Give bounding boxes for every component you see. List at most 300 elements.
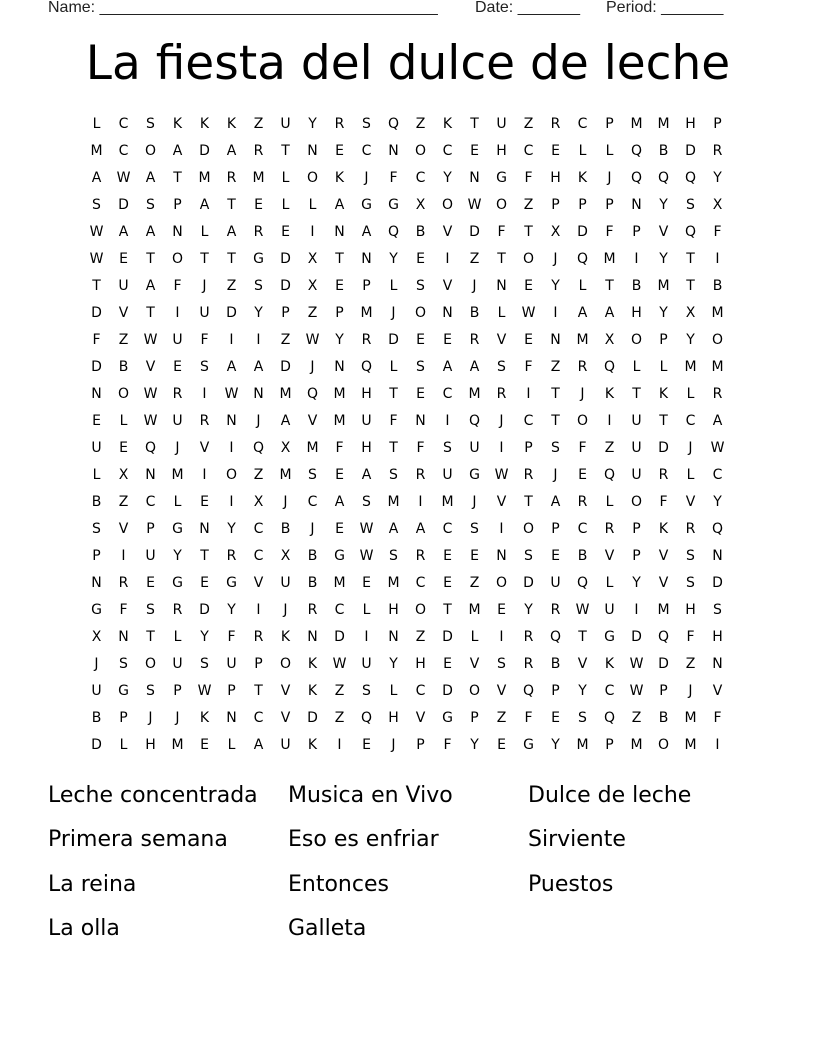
grid-letter: M [468,602,481,618]
word-bank-item: La olla [48,915,120,941]
grid-letter: M [657,278,670,294]
grid-letter: E [362,737,371,753]
grid-letter: M [684,710,697,726]
grid-letter: P [605,197,614,213]
grid-letter: C [523,413,534,429]
grid-letter: E [416,251,425,267]
grid-letter: Z [118,494,129,510]
grid-letter: H [685,116,696,132]
grid-letter: W [197,683,212,699]
grid-letter: E [119,251,128,267]
grid-letter: J [202,278,207,294]
grid-letter: E [362,575,371,591]
grid-letter: A [145,170,156,186]
grid-row [83,732,743,759]
grid-letter: F [416,440,425,456]
grid-letter: C [334,602,345,618]
grid-letter: U [199,305,210,321]
grid-letter: T [551,413,560,429]
grid-letter: P [659,683,668,699]
grid-letter: C [577,116,588,132]
grid-letter: L [119,737,128,753]
grid-letter: B [631,278,642,294]
grid-letter: N [145,467,156,483]
word-search-grid [83,111,743,759]
grid-letter: A [334,197,345,213]
grid-letter: S [416,278,425,294]
grid-letter: M [657,602,670,618]
grid-letter: D [91,737,102,753]
grid-letter: L [308,197,317,213]
grid-letter: H [361,386,372,402]
grid-row [83,678,743,705]
grid-letter: O [414,602,427,618]
grid-letter: W [305,332,320,348]
grid-letter: D [307,710,318,726]
grid-letter: O [468,683,481,699]
grid-row [83,651,743,678]
grid-letter: F [713,224,722,240]
grid-letter: E [92,413,101,429]
grid-letter: T [227,197,236,213]
grid-letter: I [715,737,720,753]
grid-letter: I [256,332,261,348]
grid-letter: K [280,629,291,645]
grid-letter: V [658,224,669,240]
grid-letter: B [577,548,588,564]
grid-letter: U [442,467,453,483]
grid-letter: T [389,440,398,456]
grid-letter: P [173,683,182,699]
grid-letter: F [659,494,668,510]
grid-letter: T [335,251,344,267]
grid-letter: C [442,386,453,402]
grid-letter: E [578,467,587,483]
grid-letter: N [226,710,237,726]
grid-letter: H [550,170,561,186]
grid-letter: W [467,197,482,213]
grid-letter: C [307,494,318,510]
grid-letter: K [604,656,615,672]
grid-letter: A [145,278,156,294]
grid-row [83,111,743,138]
grid-letter: E [551,710,560,726]
grid-letter: K [307,656,318,672]
grid-letter: Y [578,683,587,699]
grid-letter: Y [443,170,452,186]
grid-letter: R [415,467,426,483]
grid-letter: N [172,224,183,240]
grid-letter: P [92,548,101,564]
grid-letter: E [443,656,452,672]
grid-letter: F [686,629,695,645]
grid-letter: V [577,656,588,672]
grid-letter: U [361,656,372,672]
grid-row [83,597,743,624]
grid-letter: C [604,683,615,699]
grid-letter: U [631,467,642,483]
grid-letter: W [224,386,239,402]
grid-letter: Q [387,116,400,132]
grid-letter: M [360,305,373,321]
grid-letter: O [306,170,319,186]
grid-letter: J [472,278,477,294]
grid-letter: P [146,521,155,537]
grid-letter: J [688,683,693,699]
grid-letter: P [416,737,425,753]
grid-letter: K [172,116,183,132]
grid-letter: O [414,305,427,321]
grid-letter: A [361,467,372,483]
grid-letter: S [119,656,128,672]
grid-letter: V [496,494,507,510]
grid-letter: A [253,359,264,375]
grid-letter: N [442,305,453,321]
grid-letter: T [470,116,479,132]
grid-letter: G [226,575,237,591]
grid-letter: I [445,413,450,429]
grid-letter: F [389,170,398,186]
grid-letter: Z [280,332,291,348]
grid-letter: S [713,602,722,618]
grid-letter: O [576,413,589,429]
grid-letter: W [521,305,536,321]
grid-letter: E [119,440,128,456]
grid-letter: N [91,575,102,591]
grid-letter: P [281,305,290,321]
grid-letter: R [118,575,129,591]
grid-letter: J [580,386,585,402]
grid-letter: T [146,305,155,321]
grid-letter: T [146,629,155,645]
grid-letter: S [416,359,425,375]
grid-letter: H [496,143,507,159]
grid-letter: S [686,575,695,591]
grid-letter: D [91,359,102,375]
grid-letter: J [364,170,369,186]
grid-letter: Z [685,656,696,672]
grid-letter: Y [659,197,668,213]
grid-letter: M [684,359,697,375]
grid-letter: Y [308,116,317,132]
grid-letter: M [441,494,454,510]
grid-letter: X [280,548,291,564]
grid-letter: W [629,683,644,699]
grid-letter: B [280,521,291,537]
grid-letter: G [253,251,264,267]
grid-letter: F [524,710,533,726]
grid-letter: Y [200,629,209,645]
grid-letter: C [118,116,129,132]
grid-letter: T [551,386,560,402]
grid-letter: L [119,413,128,429]
grid-letter: B [118,359,129,375]
grid-letter: R [199,413,210,429]
grid-letter: X [415,197,426,213]
grid-letter: T [173,170,182,186]
grid-letter: O [414,143,427,159]
word-bank [48,778,768,955]
grid-letter: S [146,683,155,699]
grid-letter: M [576,332,589,348]
word-bank-item: Leche concentrada [48,783,258,808]
grid-letter: V [307,413,318,429]
grid-letter: U [550,575,561,591]
word-bank-item: Galleta [288,915,367,941]
grid-letter: D [199,143,210,159]
grid-letter: A [118,224,129,240]
grid-letter: R [226,548,237,564]
grid-letter: K [226,116,237,132]
grid-letter: O [225,467,238,483]
grid-letter: T [200,251,209,267]
grid-letter: U [172,656,183,672]
grid-letter: P [632,521,641,537]
grid-letter: I [337,737,342,753]
grid-letter: W [143,413,158,429]
grid-letter: Q [603,710,616,726]
grid-letter: E [200,575,209,591]
grid-letter: F [92,332,101,348]
grid-letter: Z [523,197,534,213]
grid-letter: A [361,224,372,240]
grid-letter: P [659,332,668,348]
grid-letter: C [361,143,372,159]
grid-letter: L [497,305,506,321]
grid-letter: F [443,737,452,753]
grid-letter: Q [306,386,319,402]
grid-letter: G [361,197,372,213]
grid-letter: E [443,548,452,564]
grid-letter: E [524,332,533,348]
grid-letter: D [469,224,480,240]
grid-letter: L [200,224,209,240]
grid-letter: T [605,278,614,294]
grid-letter: R [226,170,237,186]
grid-letter: W [332,656,347,672]
grid-letter: A [469,359,480,375]
grid-letter: V [685,494,696,510]
grid-letter: Z [415,629,426,645]
grid-letter: T [578,629,587,645]
grid-letter: S [497,359,506,375]
grid-letter: M [90,143,103,159]
grid-letter: G [172,521,183,537]
grid-letter: S [686,197,695,213]
grid-letter: E [281,224,290,240]
grid-letter: Z [253,116,264,132]
grid-letter: U [361,413,372,429]
grid-letter: U [118,278,129,294]
grid-letter: R [523,467,534,483]
grid-letter: R [658,467,669,483]
grid-letter: S [551,440,560,456]
grid-letter: N [496,548,507,564]
grid-letter: E [200,494,209,510]
grid-letter: A [226,224,237,240]
grid-letter: P [470,710,479,726]
grid-letter: J [175,440,180,456]
grid-letter: H [388,710,399,726]
date-field-label: Date: _______ [475,0,580,16]
grid-letter: J [391,305,396,321]
grid-letter: J [553,251,558,267]
grid-letter: I [229,494,234,510]
grid-letter: N [361,251,372,267]
grid-letter: N [388,629,399,645]
grid-letter: H [631,305,642,321]
grid-letter: Y [713,494,722,510]
word-bank-item: Puestos [528,871,614,897]
grid-letter: U [226,656,237,672]
grid-letter: V [253,575,264,591]
grid-row [83,408,743,435]
grid-letter: T [524,494,533,510]
grid-letter: K [199,116,210,132]
grid-letter: P [227,683,236,699]
grid-letter: Z [307,305,318,321]
grid-letter: B [91,710,102,726]
grid-letter: S [362,116,371,132]
grid-letter: O [495,197,508,213]
grid-letter: M [387,494,400,510]
grid-letter: F [605,224,614,240]
grid-letter: J [175,710,180,726]
grid-letter: E [551,548,560,564]
grid-letter: D [388,332,399,348]
grid-letter: A [199,197,210,213]
grid-letter: S [686,548,695,564]
grid-letter: A [172,143,183,159]
grid-letter: E [497,602,506,618]
grid-letter: S [362,494,371,510]
grid-letter: P [173,197,182,213]
grid-letter: A [91,170,102,186]
grid-letter: A [145,224,156,240]
grid-letter: I [499,521,504,537]
grid-letter: V [280,683,291,699]
student-info-header [48,0,748,19]
grid-letter: I [634,602,639,618]
grid-letter: P [551,683,560,699]
word-bank-item: Dulce de leche [528,783,692,808]
grid-letter: R [523,629,534,645]
grid-letter: Q [684,224,697,240]
grid-letter: P [632,548,641,564]
grid-letter: E [335,143,344,159]
grid-letter: F [524,170,533,186]
grid-letter: D [199,602,210,618]
grid-letter: U [280,737,291,753]
grid-letter: Y [227,521,236,537]
grid-letter: P [335,305,344,321]
grid-letter: A [577,305,588,321]
grid-letter: Z [631,710,642,726]
grid-letter: Q [657,629,670,645]
grid-letter: E [335,467,344,483]
grid-letter: S [362,683,371,699]
grid-letter: E [173,359,182,375]
grid-letter: D [658,656,669,672]
grid-letter: S [146,116,155,132]
grid-letter: E [146,575,155,591]
grid-row [83,705,743,732]
grid-letter: H [145,737,156,753]
grid-letter: E [254,197,263,213]
grid-letter: Z [226,278,237,294]
grid-letter: R [253,629,264,645]
grid-letter: I [418,494,423,510]
grid-letter: C [712,467,723,483]
grid-letter: S [443,440,452,456]
grid-letter: A [280,413,291,429]
grid-letter: M [576,737,589,753]
grid-letter: I [202,386,207,402]
grid-letter: C [253,710,264,726]
grid-letter: F [497,224,506,240]
grid-letter: W [143,332,158,348]
grid-letter: J [499,413,504,429]
grid-letter: U [604,602,615,618]
grid-letter: R [577,359,588,375]
grid-letter: M [468,386,481,402]
grid-letter: J [391,737,396,753]
grid-letter: R [496,386,507,402]
grid-letter: R [712,143,723,159]
grid-letter: R [577,494,588,510]
grid-letter: I [229,332,234,348]
grid-letter: C [442,521,453,537]
grid-letter: C [145,494,156,510]
grid-letter: N [550,332,561,348]
grid-letter: D [280,278,291,294]
grid-letter: T [200,548,209,564]
grid-letter: H [361,440,372,456]
grid-row [83,327,743,354]
grid-letter: N [307,629,318,645]
grid-letter: D [280,359,291,375]
grid-letter: N [496,278,507,294]
grid-letter: E [416,332,425,348]
grid-letter: V [712,683,723,699]
grid-letter: C [118,143,129,159]
grid-letter: S [524,548,533,564]
grid-letter: Y [389,656,398,672]
grid-letter: Z [496,710,507,726]
grid-letter: A [550,494,561,510]
grid-letter: Z [415,116,426,132]
grid-letter: M [387,575,400,591]
grid-letter: N [253,386,264,402]
grid-letter: Z [334,710,345,726]
grid-letter: V [415,710,426,726]
grid-letter: I [256,602,261,618]
grid-letter: Y [254,305,263,321]
grid-letter: I [229,440,234,456]
grid-letter: C [253,548,264,564]
grid-letter: Y [470,737,479,753]
grid-letter: M [252,170,265,186]
grid-letter: E [335,278,344,294]
grid-letter: O [171,251,184,267]
grid-letter: L [92,116,101,132]
grid-letter: J [472,494,477,510]
grid-letter: G [172,575,183,591]
grid-letter: G [91,602,102,618]
grid-letter: N [118,629,129,645]
grid-letter: C [523,143,534,159]
grid-letter: P [713,116,722,132]
